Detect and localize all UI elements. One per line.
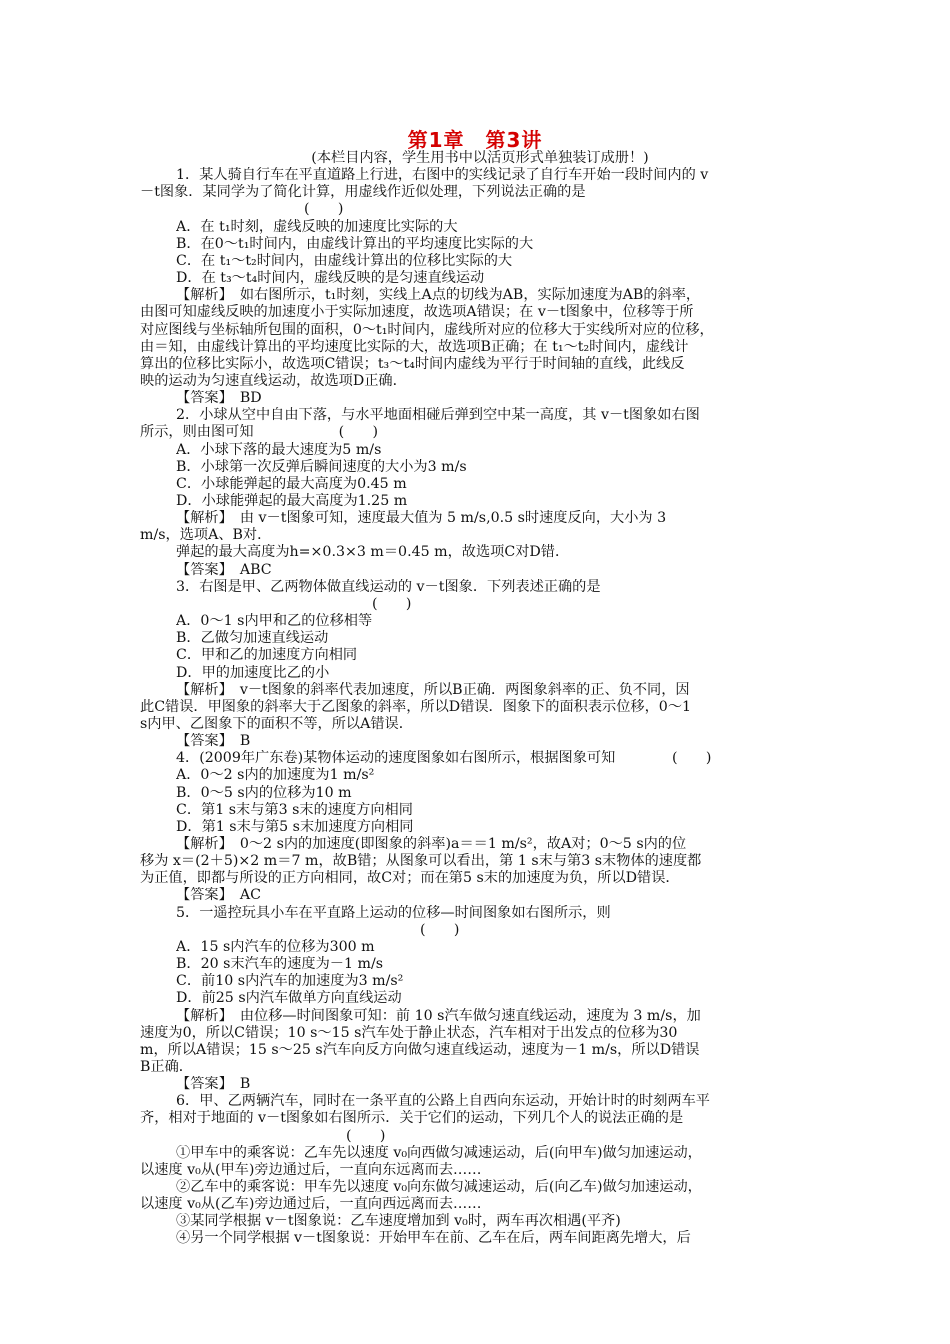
text-line: D．前25 s内汽车做单方向直线运动	[176, 990, 402, 1007]
text-line: 【解析】 由 v－t图象可知，速度最大值为 5 m/s,0.5 s时速度反向，大小为 3	[176, 510, 667, 527]
text-line: ( )	[372, 595, 412, 612]
text-line: 弹起的最大高度为h=×0.3×3 m＝0.45 m，故选项C对D错．	[176, 544, 570, 561]
text-line: ①甲车中的乘客说：乙车先以速度 v₀向西做匀减速运动，后(向甲车)做匀加速运动，	[176, 1144, 702, 1161]
text-line: C．第1 s末与第3 s末的速度方向相同	[176, 801, 413, 818]
text-line: m，所以A错误；15 s～25 s汽车向反方向做匀速直线运动，速度为－1 m/s，所以D错误	[140, 1041, 700, 1058]
text-line: A．在 t₁时刻，虚线反映的加速度比实际的大	[176, 218, 458, 235]
text-line: ( )	[346, 1127, 386, 1144]
page-title: 第1章 第3讲	[407, 128, 543, 152]
text-line: 速度为0，所以C错误；10 s～15 s汽车处于静止状态，汽车相对于出发点的位移为30	[140, 1024, 678, 1041]
text-line: ③某同学根据 v－t图象说：乙车速度增加到 v₀时，两车再次相遇(平齐)	[176, 1213, 621, 1230]
text-line: 由＝知，由虚线计算出的平均速度比实际的大，故选项B正确；在 t₁～t₂时间内，虚线计	[140, 338, 689, 355]
text-line: ②乙车中的乘客说：甲车先以速度 v₀向东做匀减速运动，后(向乙车)做匀加速运动，	[176, 1179, 702, 1195]
text-line: A．0～2 s内的加速度为1 m/s²	[176, 767, 375, 784]
text-line: 【解析】 如右图所示，t₁时刻，实线上A点的切线为AB，实际加速度为AB的斜率，	[176, 287, 701, 304]
text-line: B．乙做匀加速直线运动	[176, 630, 329, 647]
text-line: 为正值，即都与所设的正方向相同，故C对；而在第5 s末的加速度为负，所以D错误．	[140, 870, 680, 887]
text-line: 6．甲、乙两辆汽车，同时在一条平直的公路上自西向东运动，开始计时的时刻两车平	[176, 1093, 710, 1110]
text-line: s内甲、乙图象下的面积不等，所以A错误．	[140, 715, 413, 732]
text-line: ( )	[304, 201, 344, 218]
text-line: 5．一遥控玩具小车在平直路上运动的位移—时间图象如右图所示，则	[176, 904, 611, 921]
text-line: m/s，选项A、B对．	[140, 527, 272, 544]
text-line: 【答案】 B	[176, 1076, 251, 1093]
text-line: 3．右图是甲、乙两物体做直线运动的 v－t图象．下列表述正确的是	[176, 578, 601, 595]
text-line: A．小球下落的最大速度为5 m/s	[176, 441, 382, 458]
text-line: ④另一个同学根据 v－t图象说：开始甲车在前、乙车在后，两车间距离先增大，后	[176, 1230, 691, 1247]
text-line: 4．(2009年广东卷)某物体运动的速度图象如右图所示，根据图象可知 ( )	[176, 750, 712, 767]
text-line: 1．某人骑自行车在平直道路上行进，右图中的实线记录了自行车开始一段时间内的 v	[176, 167, 709, 184]
text-line: 算出的位移比实际小，故选项C错误；t₃～t₄时间内虚线为平行于时间轴的直线，此线反	[140, 355, 685, 372]
text-line: B．0～5 s内的位移为10 m	[176, 784, 352, 801]
text-line: 以速度 v₀从(甲车)旁边通过后，一直向东远离而去……	[140, 1161, 482, 1178]
text-line: 【解析】 由位移—时间图象可知：前 10 s汽车做匀速直线运动，速度为 3 m/s，加	[176, 1007, 701, 1024]
text-line: 所示，则由图可知 ( )	[140, 424, 379, 441]
text-line: 齐，相对于地面的 v－t图象如右图所示．关于它们的运动，下列几个人的说法正确的是	[140, 1110, 684, 1127]
text-line: D．小球能弹起的最大高度为1.25 m	[176, 493, 408, 509]
text-line: 以速度 v₀从(乙车)旁边通过后，一直向西远离而去……	[140, 1196, 482, 1213]
text-line: 移为 x＝(2＋5)×2 m＝7 m，故B错；从图象可以看出，第 1 s末与第3 s末物体的速度都	[140, 853, 702, 870]
text-line: －t图象．某同学为了简化计算，用虚线作近似处理，下列说法正确的是	[140, 184, 586, 201]
text-line: 【答案】 AC	[176, 887, 261, 904]
text-line: C．甲和乙的加速度方向相同	[176, 647, 358, 664]
text-line: C．小球能弹起的最大高度为0.45 m	[176, 475, 407, 492]
text-line: A．0～1 s内甲和乙的位移相等	[176, 613, 373, 630]
text-line: B．在0～t₁时间内，由虚线计算出的平均速度比实际的大	[176, 235, 534, 252]
text-line: B．20 s末汽车的速度为－1 m/s	[176, 956, 384, 973]
text-line: D．第1 s末与第5 s末加速度方向相同	[176, 818, 414, 835]
text-line: C．在 t₁～t₂时间内，由虚线计算出的位移比实际的大	[176, 252, 513, 269]
text-line: 2．小球从空中自由下落，与水平地面相碰后弹到空中某一高度，其 v－t图象如右图	[176, 407, 700, 424]
text-line: D．在 t₃～t₄时间内，虚线反映的是匀速直线运动	[176, 270, 485, 287]
text-line: 【答案】 B	[176, 733, 251, 750]
text-line: A．15 s内汽车的位移为300 m	[176, 938, 375, 955]
text-line: D．甲的加速度比乙的小	[176, 664, 330, 681]
text-line: 对应图线与坐标轴所包围的面积，0～t₁时间内，虚线所对应的位移大于实线所对应的位移，	[140, 321, 714, 338]
text-line: 【解析】 0～2 s内的加速度(即图象的斜率)a＝＝1 m/s²，故A对；0～5 s内的位	[176, 836, 687, 852]
text-line: 【答案】 ABC	[176, 561, 272, 578]
text-line: 【答案】 BD	[176, 390, 262, 407]
text-line: B正确．	[140, 1058, 193, 1075]
text-line: B．小球第一次反弹后瞬间速度的大小为3 m/s	[176, 458, 467, 475]
text-line: ( )	[420, 921, 460, 938]
text-line: 此C错误．甲图象的斜率大于乙图象的斜率，所以D错误．图象下的面积表示位移，0～1	[140, 698, 692, 715]
text-line: C．前10 s内汽车的加速度为3 m/s²	[176, 973, 404, 990]
text-line: 【解析】 v－t图象的斜率代表加速度，所以B正确．两图象斜率的正、负不同，因	[176, 681, 690, 698]
text-line: (本栏目内容，学生用书中以活页形式单独装订成册！)	[311, 150, 649, 166]
text-line: 映的运动为匀速直线运动，故选项D正确．	[140, 372, 407, 389]
text-line: 由图可知虚线反映的加速度小于实际加速度，故选项A错误；在 v－t图象中，位移等于所	[140, 304, 694, 321]
